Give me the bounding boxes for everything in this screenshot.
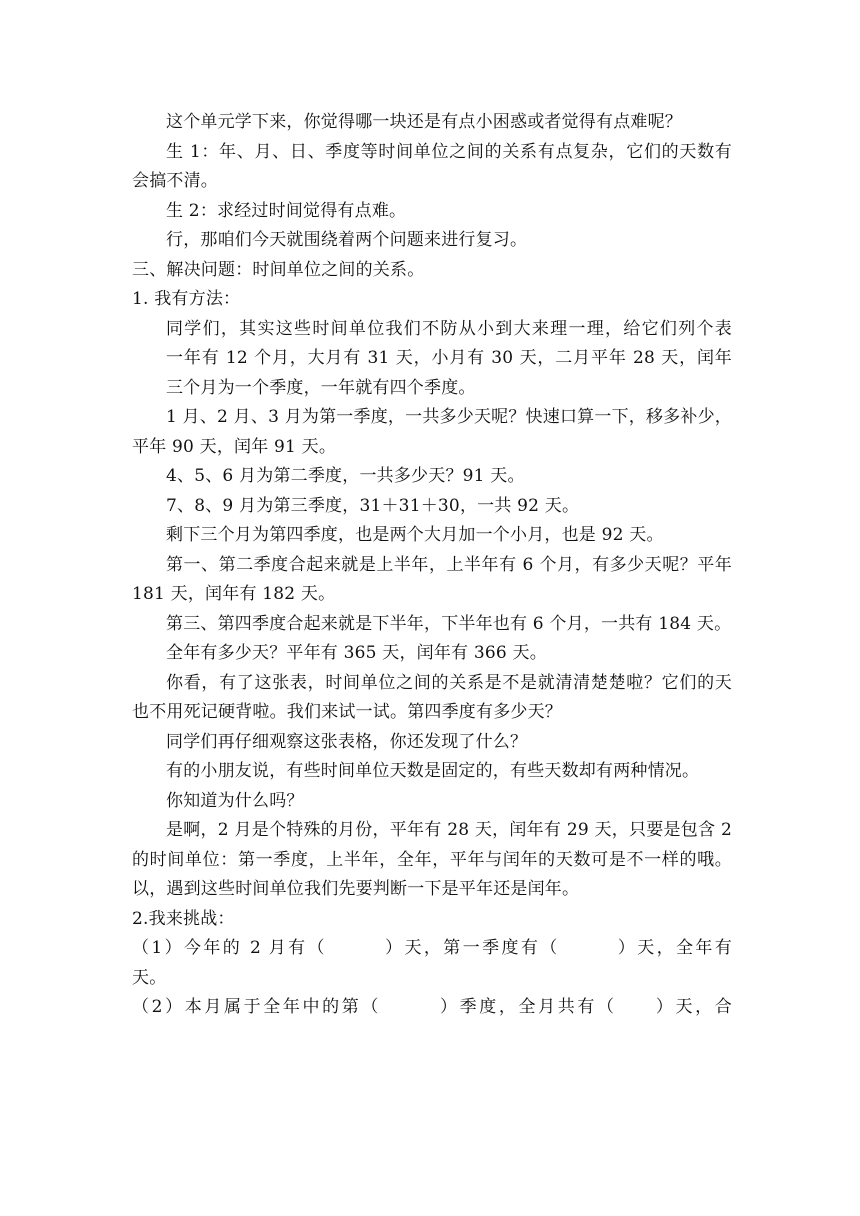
exercise-line: （1）今年的 2 月有（ ）天，第一季度有（ ）天，全年有 [132,938,732,958]
paragraph-line: 这个单元学下来，你觉得哪一块还是有点小困惑或者觉得有点难呢？ [166,112,682,132]
paragraph-line: 第一、第二季度合起来就是上半年，上半年有 6 个月，有多少天呢？平年 [166,554,732,575]
document-body [132,108,732,1023]
paragraph-line: 平年 90 天，闰年 91 天。 [132,436,337,457]
paragraph-line: 1 月、2 月、3 月为第一季度，一共多少天呢？快速口算一下，移多补少， [166,407,732,427]
paragraph-line: 你知道为什么吗？ [166,790,304,811]
subsection-heading: 2.我来挑战： [132,908,235,929]
section-heading: 三、解决问题：时间单位之间的关系。 [132,259,425,280]
paragraph-line: 同学们，其实这些时间单位我们不防从小到大来理一理，给它们列个表 [166,318,732,339]
exercise-line: （2）本月属于全年中的第（ ）季度，全月共有（ ）天，合 [132,997,732,1017]
paragraph-line: 4、5、6 月为第二季度，一共多少天？91 天。 [166,466,525,486]
paragraph-line: 生 1：年、月、日、季度等时间单位之间的关系有点复杂，它们的天数有 [166,141,732,162]
paragraph-line: 你看，有了这张表，时间单位之间的关系是不是就清清楚楚啦？它们的天 [166,672,732,693]
paragraph-line: 是啊，2 月是个特殊的月份，平年有 28 天，闰年有 29 天，只要是包含 2 [166,820,732,840]
paragraph-line: 有的小朋友说，有些时间单位天数是固定的，有些天数却有两种情况。 [166,761,700,781]
exercise-line: 天。 [132,967,167,988]
subsection-heading: 1. 我有方法： [132,289,241,309]
paragraph-line: 也不用死记硬背啦。我们来试一试。第四季度有多少天？ [132,702,562,722]
paragraph-line: 全年有多少天？平年有 365 天，闰年有 366 天。 [166,643,547,663]
paragraph-line: 7、8、9 月为第三季度，31＋31＋30，一共 92 天。 [166,495,580,516]
paragraph-line: 三个月为一个季度，一年就有四个季度。 [166,377,476,398]
paragraph-line: 以，遇到这些时间单位我们先要判断一下是平年还是闰年。 [132,879,580,899]
paragraph-line: 的时间单位：第一季度，上半年，全年，平年与闰年的天数可是不一样的哦。 [132,849,732,870]
paragraph-line: 第三、第四季度合起来就是下半年，下半年也有 6 个月，一共有 184 天。 [166,613,732,634]
paragraph-line: 同学们再仔细观察这张表格，你还发现了什么？ [166,731,528,752]
paragraph-line: 生 2：求经过时间觉得有点难。 [166,200,407,221]
paragraph-line: 181 天，闰年有 182 天。 [132,584,336,604]
paragraph-line: 行，那咱们今天就围绕着两个问题来进行复习。 [166,230,528,250]
paragraph-line: 剩下三个月为第四季度，也是两个大月加一个小月，也是 92 天。 [166,525,664,545]
paragraph-line: 会搞不清。 [132,171,218,191]
paragraph-line: 一年有 12 个月，大月有 31 天，小月有 30 天，二月平年 28 天，闰年 [166,348,732,368]
